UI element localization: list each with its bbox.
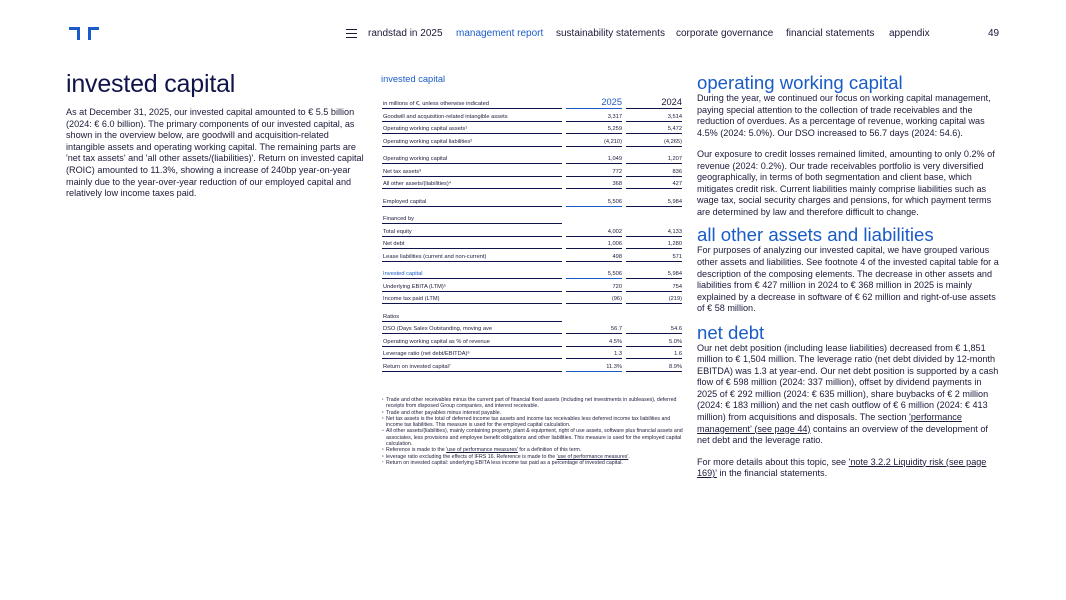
net-debt-heading: net debt: [697, 321, 765, 343]
net-debt-paragraph: [697, 343, 1002, 447]
footnote-6-text-end: .: [628, 453, 630, 460]
row-label: Ratios: [382, 309, 562, 322]
value-2025: 772: [566, 164, 622, 177]
unit-label: in millions of €, unless otherwise indicated: [382, 97, 562, 109]
row-label: Underlying EBITA (LTM)⁵: [382, 279, 562, 292]
value-2024: 54.6: [626, 322, 682, 335]
table-row: [382, 309, 682, 322]
value-2024: 754: [626, 279, 682, 292]
other-assets-paragraph: For purposes of analyzing our invested capital, we have grouped various other assets and liabilities. See footnote 4 of the invested capital table for a description of the composing elements. The decrease in other assets and liabilities from € 427 million in 2024 to € 368 million in 2025 is mainly explained by a decrease in software of € 62 million and right-of-use assets of € 58 million.: [697, 245, 999, 314]
row-label: Operating working capital liabilities²: [382, 134, 562, 147]
table-row: [382, 322, 682, 335]
footnote-3: Net tax assets is the total of deferred income tax assets and income tax receivables less deferred income tax liabilities and income tax liabilities. This measure is used for the employed capital calculation.: [386, 415, 671, 429]
row-label: Invested capital: [382, 267, 562, 280]
owc-paragraph-1: During the year, we continued our focus on working capital management, paying special attention to the collection of trade receivables and the reduction of overdues. As a percentage of revenue, working capital was 4.5% (2024: 5.0%). Our DSO increased to 56.7 days (2024: 54.6).: [697, 93, 991, 138]
value-2025: 368: [566, 177, 622, 190]
net-debt-text: Our net debt position (including lease liabilities) decreased from € 1,851 million to € 1,504 million. The leverage ratio (net debt divided by 12-month EBITDA) was 1.3 at year-end. Our net debt position is supported by a cash flow of € 598 million (2024: 337 million), offset by dividend payments in 2025 of € 292 million (2024: € 635 million), share buybacks of € 2 million (2024: € 183 million) and the net cash outflow of € 6 million (2024: € 413 million) from acquisitions and disposals. The section: [697, 342, 999, 423]
liquidity-risk-link[interactable]: 'note 3.2.2 Liquidity risk (see page 169)': [697, 456, 987, 479]
nav-management-report[interactable]: management report: [456, 28, 544, 39]
table-row: [382, 194, 682, 207]
value-2025: 498: [566, 249, 622, 262]
row-label: All other assets/(liabilities)⁴: [382, 177, 562, 190]
row-label: Employed capital: [382, 194, 562, 207]
net-debt-text-end: contains an overview of the development of net debt and the leverage ratio.: [697, 423, 988, 446]
footnote-6-link[interactable]: 'use of performance measures': [556, 453, 629, 460]
right-column: [697, 72, 1002, 480]
table-header-row: [382, 97, 682, 109]
row-label: Income tax paid (LTM): [382, 292, 562, 305]
table-row: [382, 359, 682, 372]
table-row: [382, 237, 682, 250]
owc-heading: operating working capital: [697, 72, 903, 93]
footnote-5-text-end: for a definition of this term.: [517, 447, 582, 454]
net-debt-paragraph-2: [697, 457, 1002, 480]
row-label: DSO (Days Sales Outstanding, moving ave: [382, 322, 562, 335]
footnote-4: All other assets/(liabilities), mainly containing property, plant & equipment, right of use assets, software plus financial assets and associates, less provisions and employee benefit obligations and other liabilities. This measure is used for the employed capital calculation.: [386, 428, 683, 448]
row-label: Goodwill and acquisition-related intangible assets: [382, 109, 562, 122]
nav-appendix[interactable]: appendix: [889, 28, 930, 39]
randstad-logo[interactable]: [68, 25, 100, 41]
value-2025: 4.5%: [566, 334, 622, 347]
value-2024: [626, 212, 682, 225]
table-row: [382, 134, 682, 147]
value-2024: (219): [626, 292, 682, 305]
row-label: Financed by: [382, 212, 562, 225]
value-2025: 4,002: [566, 224, 622, 237]
value-2025: 5,506: [566, 267, 622, 280]
value-2024: 5,472: [626, 122, 682, 135]
footnote-7: Return on invested capital: underlying EBITA less income tax paid as a percentage of invested capital.: [386, 459, 623, 466]
value-2024: 836: [626, 164, 682, 177]
net-debt-2-text: For more details about this topic, see: [697, 456, 849, 467]
table-row: [382, 279, 682, 292]
value-2025: 1,049: [566, 152, 622, 165]
nav-sustainability-statements[interactable]: sustainability statements: [556, 28, 665, 39]
table-row: [382, 212, 682, 225]
col-header-2024: 2024: [626, 97, 682, 109]
nav-financial-statements[interactable]: financial statements: [786, 28, 875, 39]
row-label: Operating working capital: [382, 152, 562, 165]
invested-capital-table: [382, 97, 682, 372]
page-title: invested capital: [66, 70, 236, 98]
value-2024: 3,514: [626, 109, 682, 122]
table-row: [382, 177, 682, 190]
hamburger-menu-icon[interactable]: [346, 29, 357, 38]
table-row: [382, 109, 682, 122]
table-row: [382, 249, 682, 262]
footnote-5-text: Reference is made to the: [386, 447, 447, 454]
footnote-1: Trade and other receivables minus the current part of financial fixed assets (including net investments in subleases), deferred receipts from disposed Group companies, and interest receivable.: [386, 397, 677, 410]
performance-management-link[interactable]: 'performance management' (see page 44): [697, 412, 962, 434]
value-2024: [626, 309, 682, 322]
row-label: Total equity: [382, 224, 562, 237]
row-label: Leverage ratio (net debt/EBITDA)⁶: [382, 347, 562, 360]
value-2025: 5,506: [566, 194, 622, 207]
footnote-2: Trade and other payables minus interest payable.: [386, 409, 502, 416]
value-2025: 3,317: [566, 109, 622, 122]
table-footnotes: ¹ Trade and other receivables minus the current part of financial fixed assets (including net investments in subleases), deferred receipts from disposed Group companies, and interest receivable. ² Trade and other payables minus interest payable. ³ Net tax assets is the total of deferred income tax assets and income tax receivables less deferred income tax liabilities and income tax liabilities. This measure is used for the employed capital calculation. ⁴ All other assets/(liabilities), mainly containing property, plant & equipment, right of use assets, software plus financial assets and associates, less provisions and employee benefit obligations and other liabilities. This measure is used for the employed capital calculation. ⁵ Reference is made to the 'use of performance measures' for a definition of this term. ⁶ leverage ratio excluding the effects of IFRS 16. Reference is made to the 'use of performance measures'. ⁷ Return on invested capital: underlying EBITA less income tax paid as a percentage of invested capital.: [382, 397, 683, 466]
col-header-2025: 2025: [566, 97, 622, 109]
row-label: Lease liabilities (current and non-current): [382, 249, 562, 262]
value-2024: 571: [626, 249, 682, 262]
value-2025: 1.3: [566, 347, 622, 360]
table-row: [382, 267, 682, 280]
value-2025: [566, 309, 622, 322]
page-number: 49: [988, 28, 1000, 39]
table-row: [382, 164, 682, 177]
intro-paragraph: As at December 31, 2025, our invested capital amounted to € 5.5 billion (2024: € 6.0 billion). The primary components of our invested capital, as shown in the overview below, are goodwill and acquisition-related intangible assets and operating working capital. The remaining parts are 'net tax assets' and 'all other assets/(liabilities)'. Return on invested capital (ROIC) amounted to 11.3%, showing a increase of 240bp year-on-year mainly due to the year-over-year reduction of our employed capital and relatively low income taxes paid.: [66, 107, 364, 199]
value-2024: 8.9%: [626, 359, 682, 372]
value-2024: 1,207: [626, 152, 682, 165]
value-2024: 1,280: [626, 237, 682, 250]
row-label: Return on invested capital⁷: [382, 359, 562, 372]
value-2025: 56.7: [566, 322, 622, 335]
footnote-6-text: leverage ratio excluding the effects of IFRS 16. Reference is made to the: [386, 453, 557, 460]
value-2024: (4,265): [626, 134, 682, 147]
value-2025: 720: [566, 279, 622, 292]
row-label: Net debt: [382, 237, 562, 250]
table-row: [382, 224, 682, 237]
value-2025: [566, 212, 622, 225]
nav-corporate-governance[interactable]: corporate governance: [676, 28, 774, 39]
table-row: [382, 122, 682, 135]
row-label: Operating working capital as % of revenue: [382, 334, 562, 347]
value-2025: (96): [566, 292, 622, 305]
value-2025: 11.3%: [566, 359, 622, 372]
other-assets-heading: all other assets and liabilities: [697, 224, 934, 246]
row-label: Net tax assets³: [382, 164, 562, 177]
value-2024: 5,984: [626, 267, 682, 280]
value-2024: 4,133: [626, 224, 682, 237]
value-2025: 1,006: [566, 237, 622, 250]
row-label: Operating working capital assets¹: [382, 122, 562, 135]
table-row: [382, 152, 682, 165]
net-debt-2-text-end: in the financial statements.: [716, 468, 828, 479]
owc-paragraph-2: Our exposure to credit losses remained limited, amounting to only 0.2% of revenue (2024: 0.2%). Our trade receivables portfolio is very diversified geographically, in terms of both segmentation and client base, which mitigates credit risk. Current liabilities mainly comprise liabilities such as wage tax, social security charges and pensions, for which payment terms are determined by law and therefore difficult to change.: [697, 149, 995, 217]
table-row: [382, 292, 682, 305]
value-2025: 5,259: [566, 122, 622, 135]
table-row: [382, 347, 682, 360]
value-2024: 1.6: [626, 347, 682, 360]
value-2025: (4,210): [566, 134, 622, 147]
footnote-5-link[interactable]: 'use of performance measures': [446, 447, 518, 454]
value-2024: 427: [626, 177, 682, 190]
nav-randstad-in-2025[interactable]: randstad in 2025: [368, 28, 443, 39]
value-2024: 5,984: [626, 194, 682, 207]
table-title: invested capital: [381, 74, 446, 84]
table-row: [382, 334, 682, 347]
value-2024: 5.0%: [626, 334, 682, 347]
